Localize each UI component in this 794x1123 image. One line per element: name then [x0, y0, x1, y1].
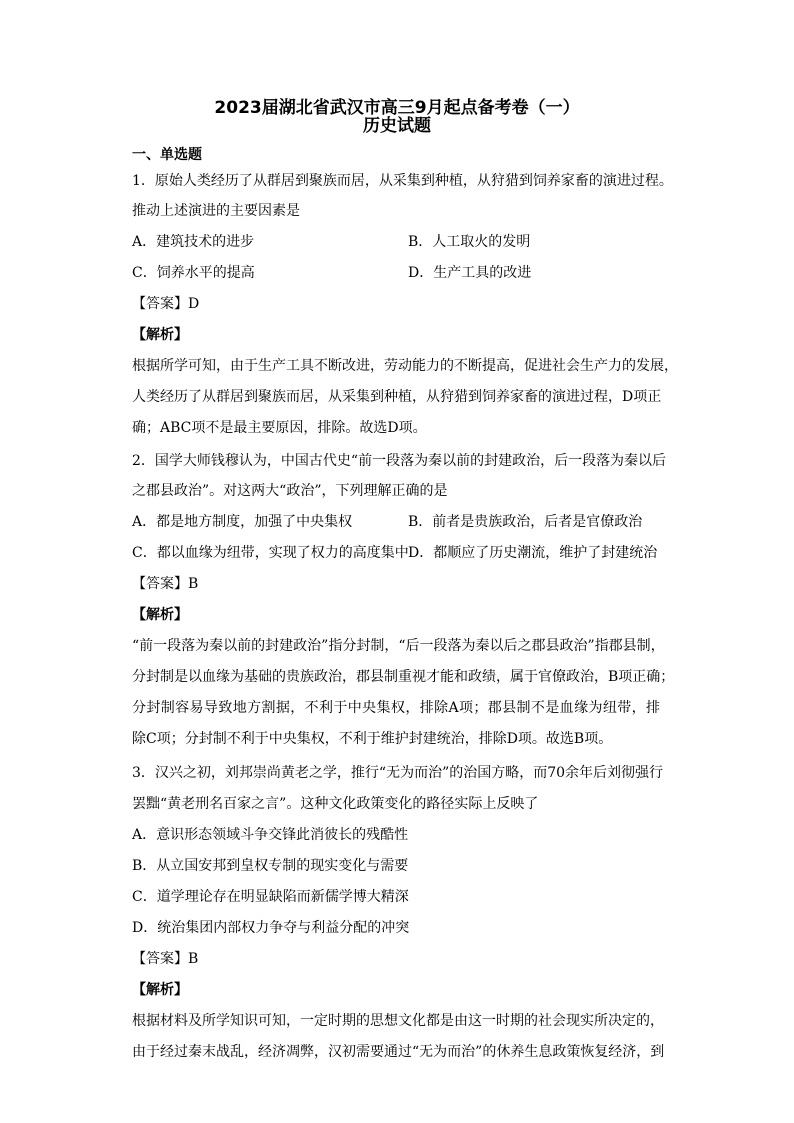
q3-analysis-line1: 根据材料及所学知识可知，一定时期的思想文化都是由这一时期的社会现实所决定的， [132, 1013, 664, 1029]
section-heading: 一、单选题 [132, 147, 202, 163]
q1-stem-line1: 1．原始人类经历了从群居到聚族而居，从采集到种植，从狩猎到饲养家畜的演进过程。 [132, 173, 673, 189]
q2-analysis-line3: 分封制容易导致地方割据，不利于中央集权，排除A项；郡县制不是血缘为纽带，排 [132, 700, 660, 716]
q1-option-d: D．生产工具的改进 [408, 265, 532, 281]
q2-answer: 【答案】B [132, 576, 199, 592]
q2-analysis-line1: “前一段落为秦以前的封建政治”指分封制，“后一段落为秦以后之郡县政治”指郡县制， [132, 638, 665, 654]
q1-analysis-label: 【解析】 [132, 327, 188, 343]
q2-stem-line1: 2．国学大师钱穆认为，中国古代史“前一段落为秦以前的封建政治，后一段落为秦以后 [132, 453, 667, 469]
q2-option-d: D．都顺应了历史潮流，维护了封建统治 [408, 545, 658, 561]
q1-option-b: B．人工取火的发明 [408, 234, 531, 250]
q3-option-c: C．道学理论存在明显缺陷而新儒学博大精深 [132, 889, 409, 905]
q1-analysis-line2: 人类经历了从群居到聚族而居，从采集到种植，从狩猎到饲养家畜的演进过程，D项正 [132, 389, 662, 405]
document-title: 2023届湖北省武汉市高三9月起点备考卷（一） [214, 98, 580, 118]
q3-option-b: B．从立国安邦到皇权专制的现实变化与需要 [132, 858, 409, 874]
q2-option-b: B．前者是贵族政治，后者是官僚政治 [408, 514, 643, 530]
q2-analysis-label: 【解析】 [132, 607, 188, 623]
q1-analysis-line1: 根据所学可知，由于生产工具不断改进，劳动能力的不断提高，促进社会生产力的发展， [132, 358, 678, 374]
q3-analysis-line2: 由于经过秦末战乱，经济凋弊，汉初需要通过“无为而治”的休养生息政策恢复经济，到 [132, 1044, 665, 1060]
q1-option-c: C．饲养水平的提高 [132, 265, 255, 281]
q3-option-d: D．统治集团内部权力争夺与利益分配的冲突 [132, 920, 410, 936]
q3-stem-line2: 罢黜“黄老刑名百家之言”。这种文化政策变化的路径实际上反映了 [132, 796, 539, 812]
q2-option-a: A．都是地方制度，加强了中央集权 [132, 514, 353, 530]
q1-stem-line2: 推动上述演进的主要因素是 [132, 203, 300, 219]
q2-stem-line2: 之郡县政治”。对这两大“政治”，下列理解正确的是 [132, 483, 448, 499]
q3-option-a: A．意识形态领域斗争交锋此消彼长的残酷性 [132, 827, 409, 843]
q1-analysis-line3: 确；ABC项不是最主要原因，排除。故选D项。 [132, 420, 427, 436]
q3-answer: 【答案】B [132, 951, 199, 967]
document-subtitle: 历史试题 [363, 116, 431, 136]
q2-analysis-line2: 分封制是以血缘为基础的贵族政治，郡县制重视才能和政绩，属于官僚政治，B项正确； [132, 669, 675, 685]
q1-answer: 【答案】D [132, 296, 200, 312]
q2-analysis-line4: 除C项；分封制不利于中央集权，不利于维护封建统治，排除D项。故选B项。 [132, 731, 613, 747]
q3-stem-line1: 3．汉兴之初，刘邦崇尚黄老之学，推行“无为而治”的治国方略，而70余年后刘彻强行 [132, 765, 664, 781]
q1-option-a: A．建筑技术的进步 [132, 234, 255, 250]
q2-option-c: C．都以血缘为纽带，实现了权力的高度集中 [132, 545, 409, 561]
q3-analysis-label: 【解析】 [132, 982, 188, 998]
